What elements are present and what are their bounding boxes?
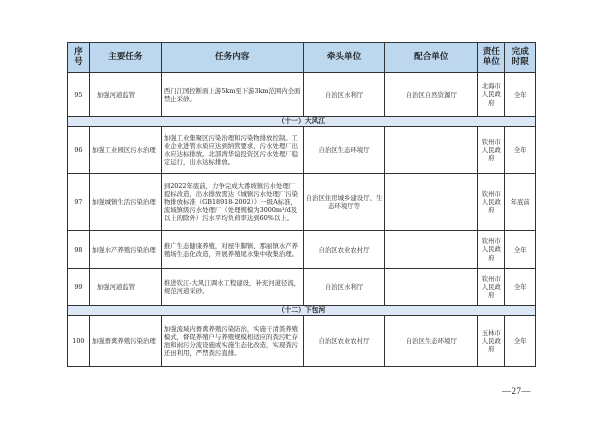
row-resp: 钦州市人民政府 — [478, 269, 505, 306]
row-partner — [385, 174, 478, 231]
section-title: （十二）下包河 — [68, 306, 536, 316]
row-task: 加强河道监管 — [89, 73, 161, 117]
section-row — [68, 117, 536, 127]
table-row — [68, 73, 536, 117]
row-content: 推进钦江-大风江调水工程建设，补充河道径流，规范河道采砂。 — [161, 269, 303, 306]
row-content: 推广生态健康养殖，对屋牛脚镇、那丽镇水产养殖场生态化改造，开展养殖尾水集中收集治理。 — [161, 231, 303, 269]
row-resp: 北海市人民政府 — [478, 73, 505, 117]
row-task: 加强城镇生活污染治理 — [89, 174, 161, 231]
table-row — [68, 316, 536, 367]
header-resp: 责任单位 — [478, 43, 505, 73]
row-no: 97 — [68, 174, 90, 231]
row-deadline: 全年 — [505, 73, 536, 117]
section-title: （十一）大风江 — [68, 117, 536, 127]
row-task: 加强河道监管 — [89, 269, 161, 306]
row-no: 98 — [68, 231, 90, 269]
row-deadline: 全年 — [505, 269, 536, 306]
row-deadline: 全年 — [505, 127, 536, 174]
row-deadline: 年底前 — [505, 174, 536, 231]
row-partner — [385, 269, 478, 306]
row-task: 加强工业园区污水治理 — [89, 127, 161, 174]
task-table — [67, 42, 536, 367]
row-lead: 自治区农业农村厅 — [303, 231, 385, 269]
row-resp: 钦州市人民政府 — [478, 174, 505, 231]
row-partner — [385, 231, 478, 269]
row-content: 西门江国控断面上游5km至下游3km范围内全面禁止采砂。 — [161, 73, 303, 117]
header-content: 任务内容 — [161, 43, 303, 73]
header-row — [68, 43, 536, 73]
page-number: —27— — [502, 386, 531, 396]
row-task: 加强畜禽养殖污染治理 — [89, 316, 161, 367]
row-partner: 自治区生态环境厅 — [385, 316, 478, 367]
row-lead: 自治区住房城乡建设厅、生态环境厅等 — [303, 174, 385, 231]
row-partner — [385, 127, 478, 174]
table-row — [68, 231, 536, 269]
row-partner: 自治区自然资源厅 — [385, 73, 478, 117]
row-content: 加强流域内畜禽养殖污染防治，实施干清粪养殖模式，督促养殖户与养殖规模相适应的粪污贮存池和雨污分流设施或实施生态化改造，实现粪污还田利用，严禁粪污直排。 — [161, 316, 303, 367]
row-no: 96 — [68, 127, 90, 174]
table-row — [68, 174, 536, 231]
row-resp: 玉林市人民政府 — [478, 316, 505, 367]
header-no: 序号 — [68, 43, 90, 73]
row-no: 100 — [68, 316, 90, 367]
row-lead: 自治区水利厅 — [303, 73, 385, 117]
row-resp: 钦州市人民政府 — [478, 231, 505, 269]
header-lead: 牵头单位 — [303, 43, 385, 73]
row-task: 加强水产养殖污染治理 — [89, 231, 161, 269]
header-partner: 配合单位 — [385, 43, 478, 73]
header-task: 主要任务 — [89, 43, 161, 73]
row-no: 99 — [68, 269, 90, 306]
header-deadline: 完成时限 — [505, 43, 536, 73]
row-content: 到2022年底前，力争完成大番坡镇污水处理厂提标改造，出水排放需达《城镇污水处理厂污染物排放标准（GB18918-2002）》一级A标准，流域镇级污水处理厂（处理规模为3000m³/d及以上的除外）污水平均负荷率达到60%以上。 — [161, 174, 303, 231]
section-row — [68, 306, 536, 316]
row-content: 加强工业集聚区污染治理和污染物排放控制。工业企业进管水质应达到纳管要求，污水处理厂出水应达标排放。北部湾华谊投资区污水处理厂稳定运行，出水达标排放。 — [161, 127, 303, 174]
row-lead: 自治区农业农村厅 — [303, 316, 385, 367]
row-resp: 钦州市人民政府 — [478, 127, 505, 174]
row-deadline: 全年 — [505, 231, 536, 269]
row-deadline: 全年 — [505, 316, 536, 367]
row-lead: 自治区生态环境厅 — [303, 127, 385, 174]
table-row — [68, 269, 536, 306]
table-row — [68, 127, 536, 174]
row-lead: 自治区水利厅 — [303, 269, 385, 306]
row-no: 95 — [68, 73, 90, 117]
